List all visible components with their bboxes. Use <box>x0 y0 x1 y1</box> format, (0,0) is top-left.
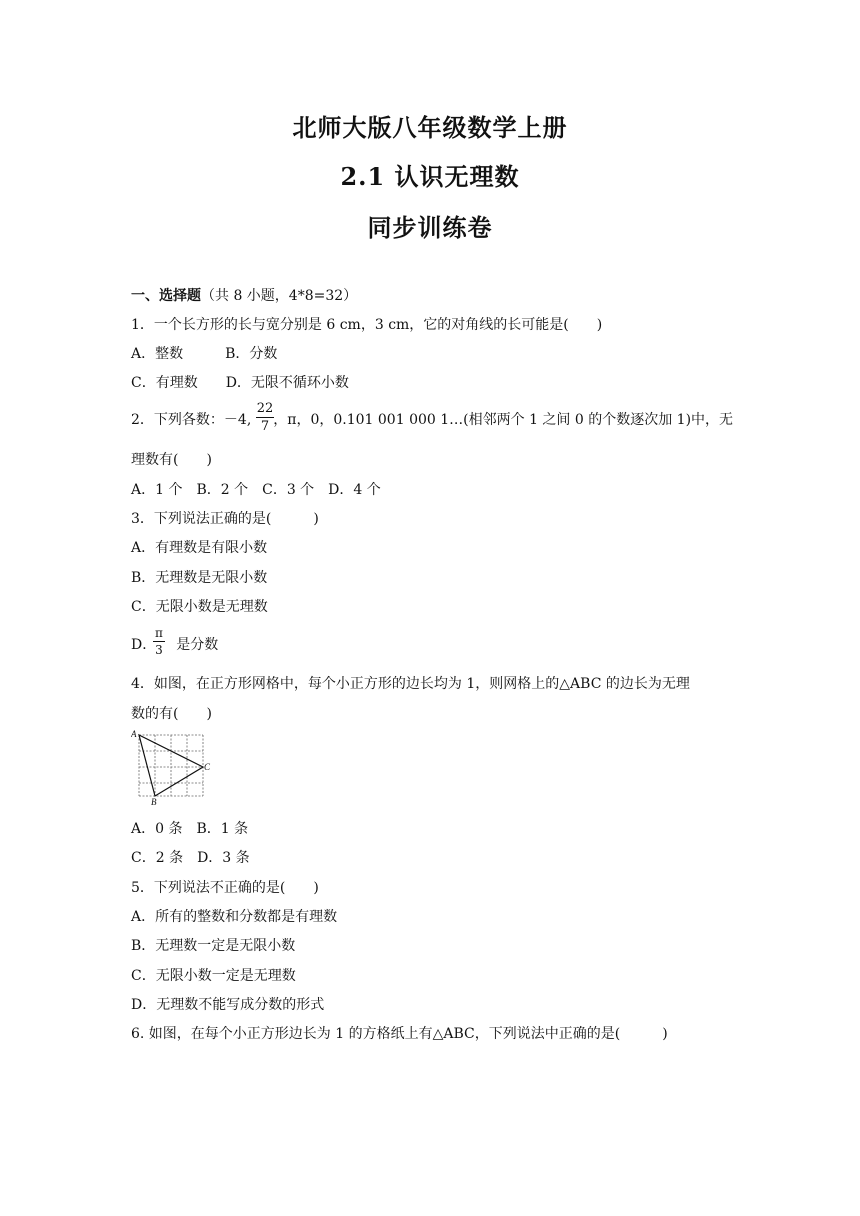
q3-option-d-pre: D． <box>131 637 157 653</box>
q5-stem: 5．下列说法不正确的是( ) <box>131 880 319 896</box>
q3-fraction <box>153 626 165 657</box>
q5-option-d: D．无理数不能写成分数的形式 <box>131 997 325 1013</box>
worksheet-subtitle: 同步训练卷 <box>367 213 493 242</box>
q2-stem-pre: 2．下列各数：－4, <box>131 412 252 428</box>
q3-fraction-denominator: 3 <box>155 643 163 657</box>
q2-stem <box>131 409 733 429</box>
q2-stem-continued: 理数有( ) <box>131 452 212 468</box>
q3-option-b: B．无理数是无限小数 <box>131 570 268 586</box>
section-label: 一、选择题 <box>131 288 201 304</box>
q6-stem: 6. 如图，在每个小正方形边长为 1 的方格纸上有△ABC，下列说法中正确的是( ) <box>131 1026 668 1042</box>
triangle-abc <box>139 735 203 796</box>
q3-stem: 3．下列说法正确的是( ) <box>131 511 319 527</box>
q4-options-ab: A．0 条 B．1 条 <box>131 821 249 837</box>
vertex-label-b: B <box>151 797 157 805</box>
q2-options: A．1 个 B．2 个 C．3 个 D．4 个 <box>131 482 381 498</box>
section-heading <box>131 285 357 305</box>
q3-option-c: C．无限小数是无理数 <box>131 599 268 615</box>
q2-stem-post: ，π，0，0.101 001 000 1…(相邻两个 1 之间 0 的个数逐次加 1)中，无 <box>273 412 734 428</box>
q3-option-a: A．有理数是有限小数 <box>131 540 268 556</box>
vertex-label-c: C <box>204 762 211 772</box>
q3-option-d <box>131 634 218 654</box>
vertex-label-a: A <box>131 729 137 739</box>
q4-options-cd: C．2 条 D．3 条 <box>131 850 250 866</box>
q5-option-a: A．所有的整数和分数都是有理数 <box>131 909 338 925</box>
q4-stem-continued: 数的有( ) <box>131 706 212 722</box>
document-title: 北师大版八年级数学上册 <box>292 113 568 142</box>
q2-fraction <box>256 401 274 434</box>
q5-option-c: C．无限小数一定是无理数 <box>131 968 296 984</box>
q2-fraction-numerator: 22 <box>256 401 274 416</box>
q5-option-b: B．无理数一定是无限小数 <box>131 938 296 954</box>
q4-stem: 4．如图，在正方形网格中，每个小正方形的边长均为 1，则网格上的△ABC 的边长为无理 <box>131 676 690 692</box>
q2-fraction-denominator: 7 <box>260 419 270 434</box>
q3-fraction-numerator: π <box>155 626 163 640</box>
lesson-title: 2.1 认识无理数 <box>340 162 520 191</box>
q4-grid-triangle-figure <box>131 729 211 805</box>
q1-stem: 1．一个长方形的长与宽分别是 6 cm，3 cm，它的对角线的长可能是( ) <box>131 317 603 333</box>
section-note: （共 8 小题，4*8=32） <box>201 288 358 304</box>
q1-options-ab: A．整数 B．分数 <box>131 346 278 362</box>
q3-option-d-post: 是分数 <box>176 637 219 653</box>
q1-options-cd: C．有理数 D．无限不循环小数 <box>131 375 349 391</box>
